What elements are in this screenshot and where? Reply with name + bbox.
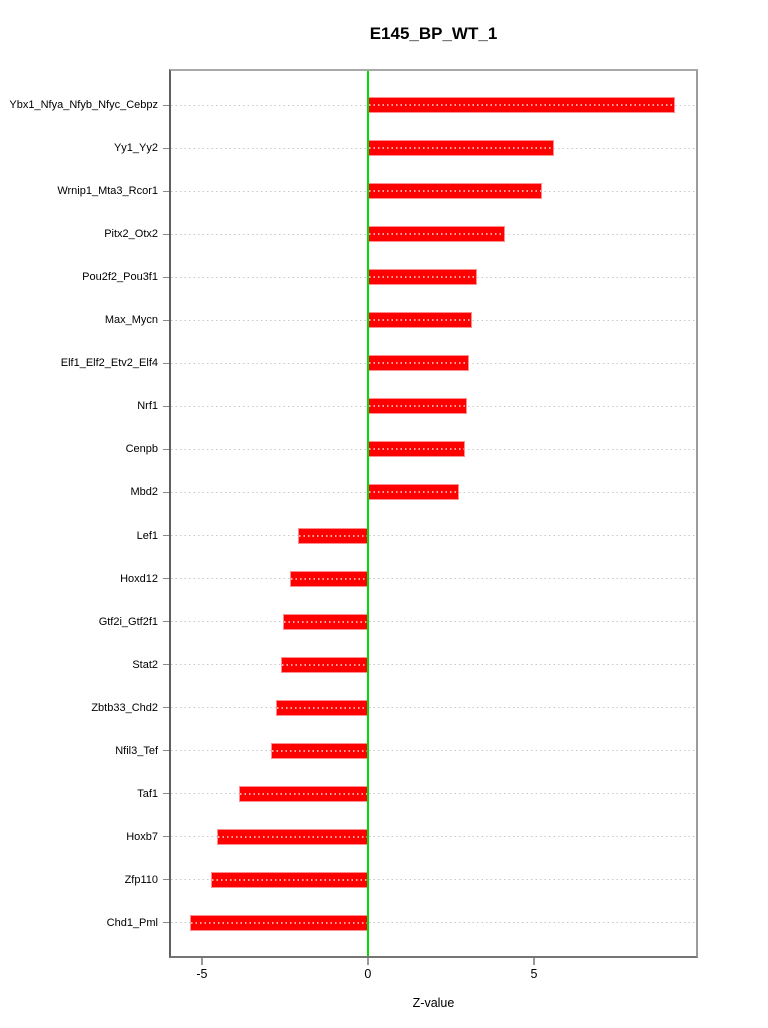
bar-Max_Mycn: [368, 312, 472, 328]
y-tick: [163, 148, 169, 149]
bar-Pitx2_Otx2: [368, 226, 505, 242]
y-category-label: Yy1_Yy2: [113, 142, 158, 155]
bar-gridline-overlay: [369, 276, 477, 278]
bar-gridline-overlay: [369, 362, 468, 364]
x-tick: [201, 958, 203, 965]
y-category-label: Hoxb7: [126, 830, 158, 843]
y-tick: [163, 578, 169, 579]
y-tick: [163, 492, 169, 493]
zero-reference-line: [367, 71, 369, 956]
y-category-label: Pitx2_Otx2: [104, 228, 158, 241]
bar-gridline-overlay: [291, 578, 367, 580]
bar-gridline-overlay: [369, 190, 541, 192]
bar-Elf1_Elf2_Etv2_Elf4: [368, 355, 469, 371]
bar-gridline-overlay: [369, 104, 674, 106]
y-category-label: Nfil3_Tef: [115, 744, 158, 757]
y-category-label: Mbd2: [130, 486, 158, 499]
gridline: [171, 578, 696, 579]
y-tick: [163, 836, 169, 837]
y-category-label: Zfp110: [124, 873, 158, 886]
y-category-label: Zbtb33_Chd2: [91, 701, 158, 714]
chart-title: E145_BP_WT_1: [369, 24, 498, 43]
x-axis-title: Z-value: [412, 996, 455, 1010]
x-tick: [533, 958, 535, 965]
bar-Yy1_Yy2: [368, 140, 554, 156]
bar-Lef1: [298, 528, 368, 544]
y-tick: [163, 320, 169, 321]
bar-gridline-overlay: [299, 535, 367, 537]
gridline: [171, 664, 696, 665]
bar-Zfp110: [211, 872, 368, 888]
y-category-label: Hoxd12: [120, 572, 158, 585]
bar-gridline-overlay: [369, 319, 471, 321]
y-tick: [163, 363, 169, 364]
bar-Hoxd12: [290, 571, 368, 587]
y-tick: [163, 922, 169, 923]
bar-Cenpb: [368, 441, 465, 457]
bar-Pou2f2_Pou3f1: [368, 269, 478, 285]
gridline: [171, 750, 696, 751]
bar-gridline-overlay: [282, 664, 367, 666]
bar-Mbd2: [368, 484, 459, 500]
bar-Nfil3_Tef: [271, 743, 368, 759]
x-tick-label: 5: [530, 967, 538, 981]
y-category-label: Wrnip1_Mta3_Rcor1: [57, 185, 158, 198]
y-tick: [163, 750, 169, 751]
y-tick: [163, 105, 169, 106]
y-category-label: Ybx1_Nfya_Nfyb_Nfyc_Cebpz: [9, 99, 158, 111]
y-tick: [163, 191, 169, 192]
bar-gridline-overlay: [369, 491, 458, 493]
y-tick: [163, 277, 169, 278]
gridline: [171, 535, 696, 536]
gridline: [171, 621, 696, 622]
y-tick: [163, 449, 169, 450]
bar-Taf1: [239, 786, 368, 802]
y-tick: [163, 793, 169, 794]
bar-gridline-overlay: [191, 922, 367, 924]
bar-gridline-overlay: [369, 405, 466, 407]
y-tick: [163, 664, 169, 665]
y-tick: [163, 406, 169, 407]
bar-Nrf1: [368, 398, 467, 414]
y-category-label: Lef1: [136, 529, 158, 542]
y-tick: [163, 879, 169, 880]
y-category-label: Elf1_Elf2_Etv2_Elf4: [60, 357, 158, 370]
y-category-label: Taf1: [137, 787, 158, 800]
bar-Wrnip1_Mta3_Rcor1: [368, 183, 542, 199]
x-tick-label: 0: [364, 967, 372, 981]
bar-Hoxb7: [217, 829, 368, 845]
y-category-label: Gtf2i_Gtf2f1: [98, 615, 158, 628]
bar-gridline-overlay: [272, 750, 367, 752]
bar-gridline-overlay: [369, 233, 504, 235]
x-tick-label: -5: [196, 967, 208, 981]
y-category-label: Max_Mycn: [104, 314, 158, 327]
bar-gridline-overlay: [218, 836, 367, 838]
gridline: [171, 707, 696, 708]
y-category-label: Chd1_Pml: [106, 916, 158, 929]
plot-area: [169, 69, 698, 958]
bar-Chd1_Pml: [190, 915, 368, 931]
bar-Zbtb33_Chd2: [276, 700, 368, 716]
bar-Ybx1_Nfya_Nfyb_Nfyc_Cebpz: [368, 97, 675, 113]
y-category-label: Nrf1: [137, 400, 158, 413]
y-tick: [163, 707, 169, 708]
bar-gridline-overlay: [240, 793, 367, 795]
bar-gridline-overlay: [277, 707, 367, 709]
bar-Stat2: [281, 657, 368, 673]
y-category-label: Stat2: [132, 658, 158, 671]
bar-Gtf2i_Gtf2f1: [283, 614, 368, 630]
y-tick: [163, 621, 169, 622]
bar-gridline-overlay: [369, 147, 553, 149]
y-category-label: Pou2f2_Pou3f1: [82, 271, 158, 284]
bar-gridline-overlay: [284, 621, 367, 623]
y-tick: [163, 234, 169, 235]
x-tick: [367, 958, 369, 965]
bar-gridline-overlay: [369, 448, 464, 450]
y-category-label: Cenpb: [125, 443, 158, 456]
bar-gridline-overlay: [212, 879, 367, 881]
y-tick: [163, 535, 169, 536]
